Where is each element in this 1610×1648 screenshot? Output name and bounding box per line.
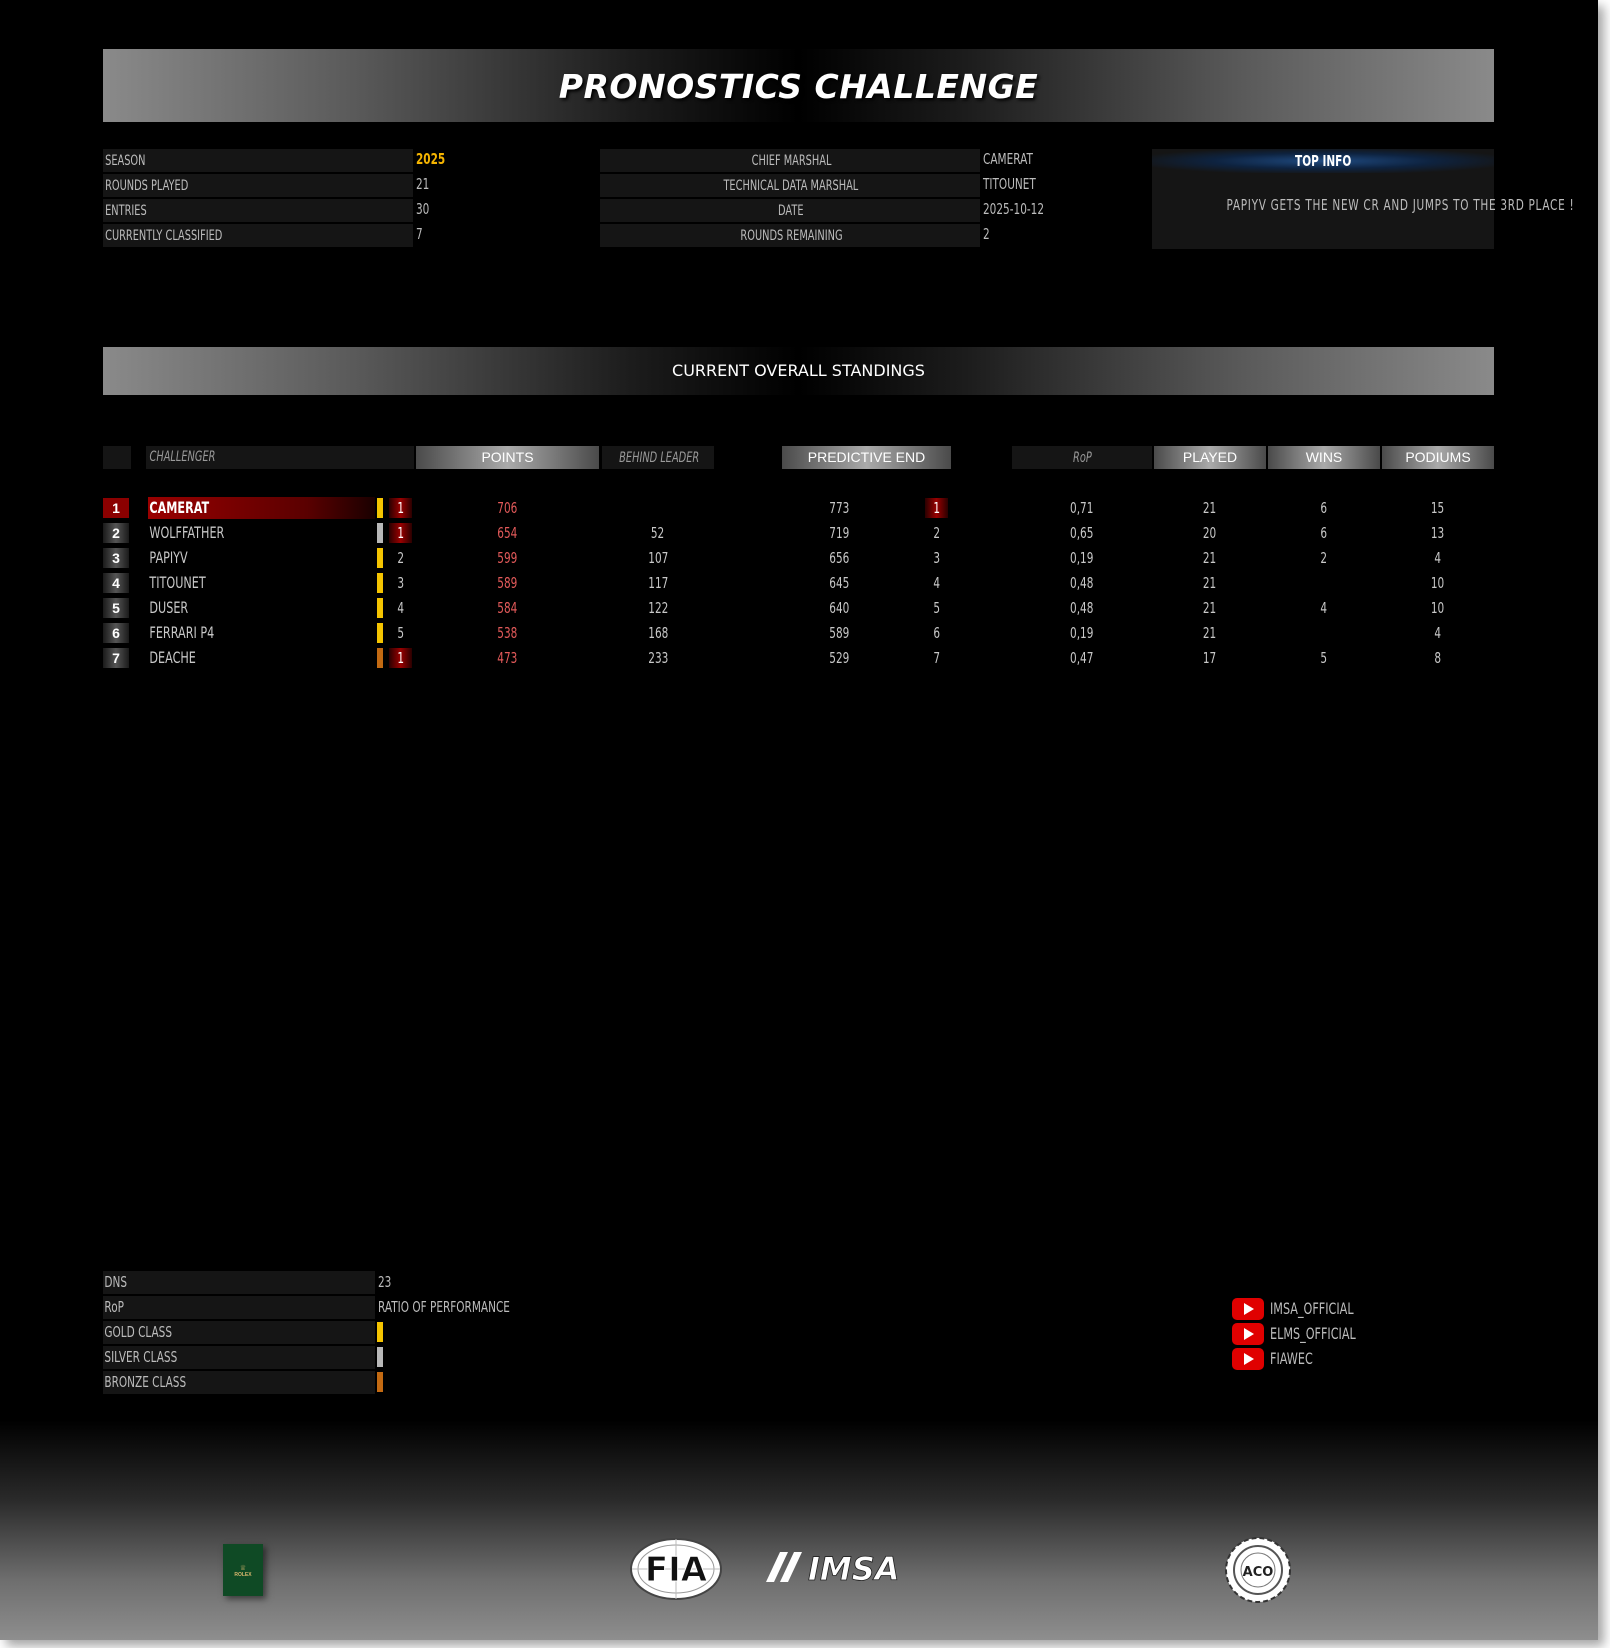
predictive-end-value-cell [782,622,897,644]
points-value-cell [416,497,599,519]
points-value: 599 [497,549,518,567]
challenger-name: WOLFFATHER [149,523,225,542]
wins-value: 6 [1320,524,1328,542]
podiums-value: 4 [1434,624,1442,642]
behind-leader-value: 117 [647,574,669,592]
position-badge: 3 [103,548,129,568]
predictive-end-value-cell [782,497,897,519]
played-value: 21 [1203,624,1217,642]
predictive-rank-value: 1 [933,499,940,517]
gold-legend-row [103,1321,375,1344]
predictive-rank-badge [925,548,948,568]
rop-value: 0,48 [1070,574,1094,592]
class-indicator [377,523,383,543]
youtube-icon[interactable] [1232,1298,1264,1320]
podiums-value: 15 [1431,499,1445,517]
rop-value-cell [1012,647,1152,669]
class-rank-value: 1 [397,649,404,667]
predictive-rank-value: 6 [933,624,940,642]
predictive-end-value-cell [782,547,897,569]
position-badge: 5 [103,598,129,618]
rounds-played-value: 21 [416,175,430,193]
challenger-header-label: CHALLENGER [149,449,216,465]
challenger-name: TITOUNET [149,573,206,592]
challenger-name: DUSER [149,598,189,617]
standings-banner [103,347,1494,395]
predictive-rank-value: 3 [933,549,940,567]
channel-link-imsa[interactable]: IMSA_OFFICIAL [1270,1299,1354,1318]
dns-value: 23 [378,1273,392,1291]
class-rank-value: 5 [397,624,404,642]
class-indicator [377,548,383,568]
challenger-name-cell [148,647,216,669]
played-value-cell [1154,522,1266,544]
wins-value-cell [1268,622,1380,644]
challenger-name-cell [148,547,205,569]
position-badge: 2 [103,523,129,543]
bronze-legend-row [103,1371,375,1394]
played-value: 21 [1203,549,1217,567]
rop-value-cell [1012,622,1152,644]
wins-value: 5 [1320,649,1328,667]
played-value-cell [1154,597,1266,619]
podiums-value-cell [1382,647,1494,669]
predictive-end-value-cell [782,522,897,544]
points-value-cell [416,572,599,594]
predictive-end-header: PREDICTIVE END [782,446,951,469]
challenger-name: PAPIYV [149,548,188,567]
points-value: 473 [497,649,518,667]
challenger-header [146,446,414,469]
played-value: 21 [1203,499,1217,517]
rop-label: RoP [104,1298,124,1316]
wins-value-cell [1268,497,1380,519]
podiums-value: 10 [1431,599,1445,617]
page-title: PRONOSTICS CHALLENGE [558,67,1039,106]
rop-value-cell [1012,547,1152,569]
predictive-end-value: 719 [829,524,850,542]
played-header: PLAYED [1154,446,1266,469]
podiums-header: PODIUMS [1382,446,1494,469]
challenger-name-cell [148,522,257,544]
wins-value-cell [1268,522,1380,544]
challenger-name: CAMERAT [149,498,210,517]
classified-value: 7 [416,225,423,243]
predictive-rank-value: 7 [933,649,940,667]
rounds-remaining-label-cell [600,224,980,247]
class-rank-badge [389,523,412,543]
tech-marshal-value: TITOUNET [983,175,1036,193]
points-value: 589 [497,574,518,592]
silver-class-swatch [377,1347,383,1367]
rounds-remaining-label: ROUNDS REMAINING [739,228,843,244]
podiums-value-cell [1382,622,1494,644]
season-value: 2025 [416,150,446,168]
predictive-end-value-cell [782,597,897,619]
chief-marshal-label-cell [600,149,980,172]
class-rank-badge [389,573,412,593]
tech-marshal-label: TECHNICAL DATA MARSHAL [723,178,859,194]
rop-value-cell [1012,522,1152,544]
entries-label-cell [103,199,413,222]
challenger-name-cell [148,497,375,519]
challenger-name-cell [148,572,230,594]
date-value: 2025-10-12 [983,200,1045,218]
rop-legend-row [103,1296,375,1319]
silver-legend-row [103,1346,375,1369]
rop-value: 0,19 [1070,549,1094,567]
wins-header: WINS [1268,446,1380,469]
class-indicator [377,623,383,643]
played-value-cell [1154,572,1266,594]
imsa-logo [758,1548,920,1586]
class-rank-badge [389,598,412,618]
class-indicator [377,498,383,518]
fia-logo [628,1536,724,1602]
class-indicator [377,648,383,668]
wins-value-cell [1268,547,1380,569]
date-label: DATE [778,203,804,219]
top-info-header [1152,149,1494,173]
behind-leader-header-label: BEHIND LEADER [619,450,700,466]
gold-label: GOLD CLASS [104,1323,173,1341]
dns-legend-row [103,1271,375,1294]
behind-leader-value-cell [602,647,714,669]
predictive-end-value: 645 [829,574,850,592]
bronze-label: BRONZE CLASS [104,1373,187,1391]
pos-header [103,446,131,469]
podiums-value-cell [1382,497,1494,519]
season-label-cell [103,149,413,172]
played-value: 20 [1203,524,1217,542]
gold-class-swatch [377,1322,383,1342]
behind-leader-value-cell [602,597,714,619]
rop-value-cell [1012,497,1152,519]
fia-logo-text: FIA [644,1550,708,1590]
date-label-cell [600,199,980,222]
points-value: 706 [497,499,518,517]
rolex-logo-text: ROLEX [234,1572,252,1578]
behind-leader-value: 122 [647,599,669,617]
played-value-cell [1154,547,1266,569]
predictive-rank-badge [925,623,948,643]
channel-link-fiawec[interactable]: FIAWEC [1270,1349,1313,1368]
predictive-rank-value: 4 [933,574,940,592]
points-value-cell [416,597,599,619]
top-info-text: PAPIYV GETS THE NEW CR AND JUMPS TO THE 3RD PLACE ! [1226,196,1575,214]
channel-link-elms[interactable]: ELMS_OFFICIAL [1270,1324,1356,1343]
podiums-value-cell [1382,522,1494,544]
podiums-value-cell [1382,572,1494,594]
rounds-played-label: ROUNDS PLAYED [105,178,189,194]
rop-value: 0,47 [1070,649,1094,667]
challenger-name-cell [148,597,205,619]
points-value: 584 [497,599,518,617]
wins-value-cell [1268,572,1380,594]
season-label: SEASON [105,153,146,169]
rounds-remaining-value: 2 [983,225,990,243]
top-info-body [1152,196,1575,215]
podiums-value: 13 [1431,524,1445,542]
title-banner [103,49,1494,122]
class-rank-badge [389,623,412,643]
class-indicator [377,573,383,593]
podiums-value-cell [1382,597,1494,619]
podiums-value-cell [1382,547,1494,569]
class-rank-value: 3 [397,574,404,592]
behind-leader-value: 168 [647,624,669,642]
behind-leader-value-cell [602,547,714,569]
wins-value-cell [1268,647,1380,669]
points-header: POINTS [416,446,599,469]
silver-label: SILVER CLASS [104,1348,178,1366]
class-rank-value: 4 [397,599,404,617]
behind-leader-value-cell [602,497,714,519]
rolex-logo: ♕ ROLEX [223,1544,263,1596]
class-rank-value: 1 [397,524,404,542]
challenger-name-cell [148,622,243,644]
behind-leader-value-cell [602,522,714,544]
bronze-class-swatch [377,1372,383,1392]
class-rank-value: 2 [397,549,404,567]
points-value: 538 [497,624,518,642]
predictive-rank-value: 2 [933,524,940,542]
behind-leader-value-cell [602,572,714,594]
points-value-cell [416,622,599,644]
class-rank-badge [389,548,412,568]
predictive-end-value: 656 [829,549,850,567]
predictive-end-value: 773 [829,499,850,517]
rop-value-cell [1012,572,1152,594]
classified-label-cell [103,224,413,247]
chief-marshal-label: CHIEF MARSHAL [751,153,831,169]
entries-value: 30 [416,200,430,218]
rop-value: 0,19 [1070,624,1094,642]
aco-logo-text: ACO [1242,1565,1274,1580]
behind-leader-value-cell [602,622,714,644]
position-badge: 7 [103,648,129,668]
standings-title: CURRENT OVERALL STANDINGS [672,361,925,380]
points-value-cell [416,522,599,544]
wins-value: 4 [1320,599,1328,617]
behind-leader-value: 52 [651,524,665,542]
class-rank-value: 1 [397,499,404,517]
youtube-icon[interactable] [1232,1323,1264,1345]
wins-value: 6 [1320,499,1328,517]
behind-leader-value: 233 [647,649,669,667]
played-value-cell [1154,647,1266,669]
aco-logo [1224,1536,1292,1604]
predictive-end-value: 589 [829,624,850,642]
behind-leader-value: 107 [647,549,669,567]
predictive-rank-badge [925,598,948,618]
predictive-end-value-cell [782,647,897,669]
predictive-rank-badge [925,523,948,543]
rop-value: 0,48 [1070,599,1094,617]
top-info-panel [1152,149,1575,249]
points-value-cell [416,547,599,569]
podiums-value: 8 [1434,649,1442,667]
podiums-value: 4 [1434,549,1442,567]
played-value: 21 [1203,574,1217,592]
rop-value-cell [1012,597,1152,619]
imsa-logo-text: IMSA [808,1550,900,1586]
class-indicator [377,598,383,618]
rounds-played-label-cell [103,174,413,197]
entries-label: ENTRIES [105,203,147,219]
class-rank-badge [389,498,412,518]
predictive-rank-badge [925,648,948,668]
top-info-title: TOP INFO [1294,152,1352,170]
behind-leader-header [602,446,714,469]
challenger-name: FERRARI P4 [149,623,215,642]
predictive-rank-badge [925,498,948,518]
played-value-cell [1154,622,1266,644]
classified-label: CURRENTLY CLASSIFIED [105,228,223,244]
rop-value: RATIO OF PERFORMANCE [378,1298,510,1316]
position-badge: 4 [103,573,129,593]
youtube-icon[interactable] [1232,1348,1264,1370]
rop-value: 0,71 [1070,499,1094,517]
position-badge: 6 [103,623,129,643]
tech-marshal-label-cell [600,174,980,197]
rop-header-label: RoP [1072,450,1092,466]
podiums-value: 10 [1431,574,1445,592]
wins-value: 2 [1320,549,1328,567]
challenger-name: DEACHE [149,648,196,667]
wins-value-cell [1268,597,1380,619]
rop-header [1012,446,1152,469]
predictive-end-value: 640 [829,599,850,617]
predictive-end-value: 529 [829,649,850,667]
points-value: 654 [497,524,518,542]
predictive-end-value-cell [782,572,897,594]
played-value-cell [1154,497,1266,519]
chief-marshal-value: CAMERAT [983,150,1033,168]
points-value-cell [416,647,599,669]
position-badge: 1 [103,498,129,518]
played-value: 21 [1203,599,1217,617]
class-rank-badge [389,648,412,668]
predictive-rank-badge [925,573,948,593]
played-value: 17 [1203,649,1217,667]
predictive-rank-value: 5 [933,599,940,617]
rop-value: 0,65 [1070,524,1094,542]
dns-label: DNS [104,1273,128,1291]
